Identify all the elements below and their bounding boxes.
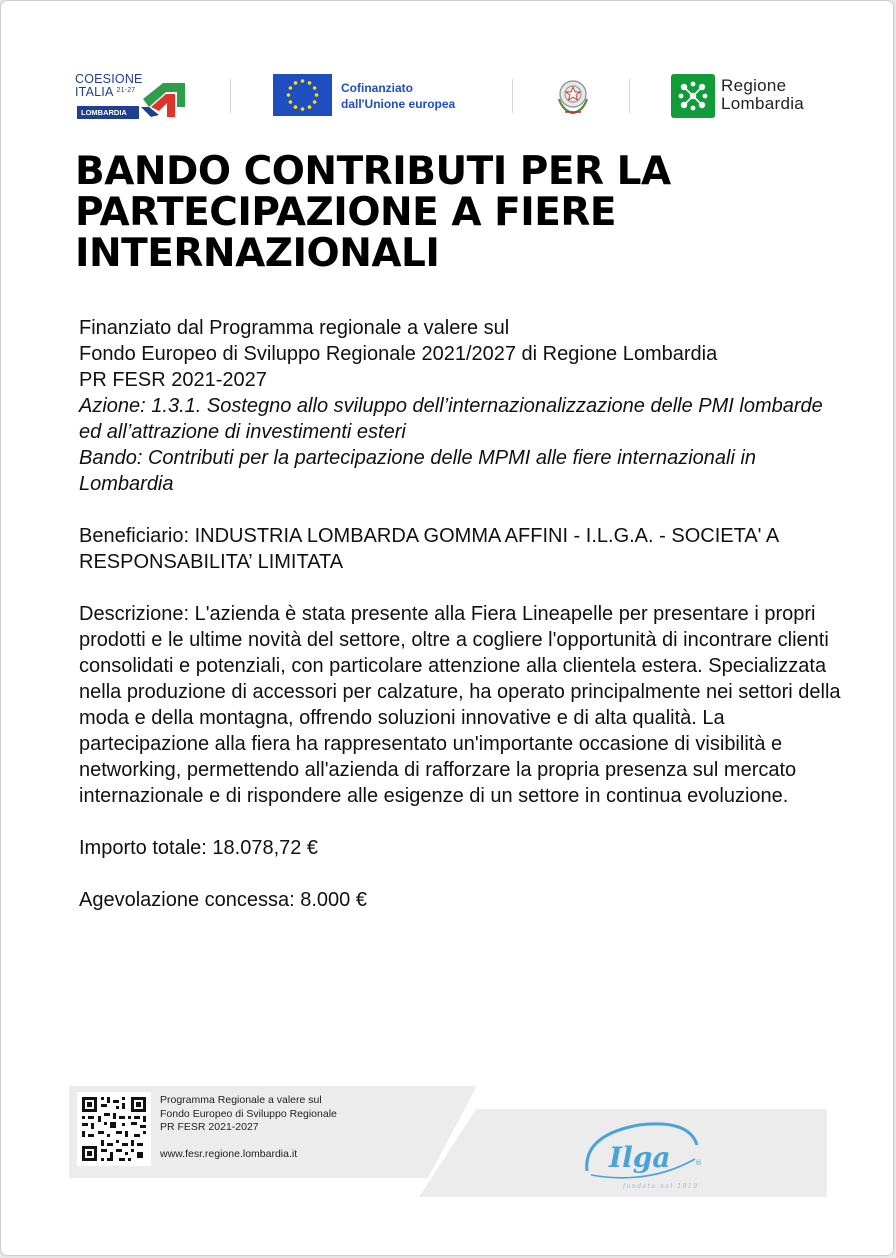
coesione-badge: LOMBARDIA <box>77 106 139 119</box>
eu-line2: dall'Unione europea <box>341 97 456 111</box>
footer-program-info <box>160 1094 420 1161</box>
poster-sheet <box>1 1 893 1255</box>
page-title: BANDO CONTRIBUTI PER LA PARTECIPAZIONE A FIERE INTERNAZIONALI <box>75 149 671 276</box>
regione-line1: Regione <box>721 76 787 95</box>
eu-line1: Cofinanziato <box>341 81 413 95</box>
logo-separator <box>512 79 513 113</box>
funding-azione: Azione: 1.3.1. Sostegno allo sviluppo dell’internazionalizzazione delle PMI lombarde ed all’attrazione di investimenti esteri <box>79 395 823 443</box>
descrizione: Descrizione: L'azienda è stata presente alla Fiera Lineapelle per presentare i propri prodotti e le ultime novità del settore, oltre a cogliere l'opportunità di incontrare clienti consolidati e potenziali, con particolare attenzione alla clientela estera. Specializzata nella produzione di accessori per calzature, ha operato principalmente nei settori della moda e della montagna, offrendo soluzioni innovative e di alta qualità. La partecipazione alla fiera ha rappresentato un'importante occasione di visibilità e networking, permettendo all'azienda di rafforzare la propria presenza sul mercato internazionale e di rispondere alle esigenze di un settore in continua evoluzione. <box>79 603 841 807</box>
ilga-tagline: fondata nel 1919 <box>623 1183 699 1190</box>
qr-code-icon <box>77 1092 151 1166</box>
footer-line2: Fondo Europeo di Sviluppo Regionale <box>160 1107 337 1120</box>
logo-separator <box>230 79 231 113</box>
coesione-line1: COESIONE <box>75 72 143 86</box>
regione-line2: Lombardia <box>721 94 805 113</box>
footer-url-link[interactable]: www.fesr.regione.lombardia.it <box>160 1147 298 1160</box>
coesione-italia-logo <box>75 73 191 119</box>
coesione-line2: ITALIA <box>75 85 113 99</box>
beneficiario: Beneficiario: INDUSTRIA LOMBARDA GOMMA AFFINI - I.L.G.A. - SOCIETA' A RESPONSABILITA’ LIMITATA <box>79 525 779 573</box>
funding-bando: Bando: Contributi per la partecipazione delle MPMI alle fiere internazionali in Lombardia <box>79 447 757 495</box>
project-details <box>79 315 849 913</box>
funding-line2: Fondo Europeo di Sviluppo Regionale 2021/2027 di Regione Lombardia <box>79 343 718 365</box>
footer-line3: PR FESR 2021-2027 <box>160 1121 259 1133</box>
coesione-arrow-icon <box>139 77 191 119</box>
qr-code[interactable] <box>77 1092 151 1166</box>
agevolazione-concessa: Agevolazione concessa: 8.000 € <box>79 889 367 911</box>
funding-line1: Finanziato dal Programma regionale a valere sul <box>79 317 510 339</box>
eu-cofinanced-logo <box>273 74 483 117</box>
ilga-company-logo <box>579 1115 719 1191</box>
logo-separator <box>629 79 630 113</box>
italian-republic-emblem-icon <box>553 75 593 117</box>
footer-line1: Programma Regionale a valere sul <box>160 1094 322 1106</box>
regione-lombardia-logo <box>671 74 831 118</box>
ilga-registered-mark: ® <box>695 1159 702 1167</box>
eu-flag-icon <box>273 74 332 116</box>
regione-lombardia-rose-icon <box>671 74 715 118</box>
ilga-logo-text: Ilga <box>609 1141 671 1174</box>
importo-totale: Importo totale: 18.078,72 € <box>79 837 319 859</box>
funding-line3: PR FESR 2021-2027 <box>79 369 267 391</box>
coesione-years: 21-27 <box>116 87 136 94</box>
logo-strip <box>1 61 893 131</box>
